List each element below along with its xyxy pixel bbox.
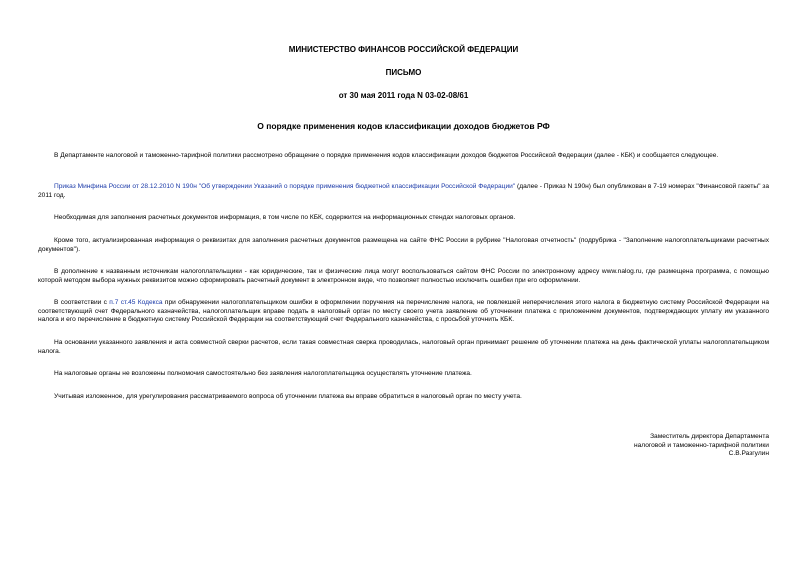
paragraph-2 [38,183,769,200]
document-date-number: от 30 мая 2011 года N 03-02-08/61 [338,91,469,100]
paragraph-1: В Департаменте налоговой и таможенно-тарифной политики рассмотрено обращение о порядке применения кодов классификации доходов бюджетов Российской Федерации (далее - КБК) и сообщается следующее. [54,152,719,159]
ministry-heading: МИНИСТЕРСТВО ФИНАНСОВ РОССИЙСКОЙ ФЕДЕРАЦИИ [288,45,519,54]
signature-name: С.В.Разгулин [728,450,769,458]
paragraph-5: В дополнение к названным источникам налогоплательщики - как юридические, так и физические лица могут воспользоваться сайтом ФНС России по электронному адресу www.nalog.ru, где размещена программа, с помощью которой методом выбора нужных реквизитов можно сформировать расчетный документ в электронном виде, что позволяет полностью исключить ошибки при его оформлении. [38,268,769,284]
paragraph-6-lead: В соответствии с [54,299,110,306]
document-title: О порядке применения кодов классификации доходов бюджетов РФ [257,121,550,131]
signature-block [509,433,769,459]
signature-position-line2: налоговой и таможенно-тарифной политики [633,441,769,449]
signature-position-line1: Заместитель директора Департамента [650,433,769,440]
tax-code-article-link[interactable]: п.7 ст.45 Кодекса [109,299,163,306]
paragraph-8: На налоговые органы не возложены полномочия самостоятельно без заявления налогоплательщика осуществлять уточнение платежа. [54,370,472,377]
document-type: ПИСЬМО [385,68,422,77]
order-190n-link[interactable]: Приказ Минфина России от 28.12.2010 N 190н "Об утверждении Указаний о порядке применения бюджетной классификации Российской Федерации" [54,183,516,190]
paragraph-3: Необходимая для заполнения расчетных документов информация, в том числе по КБК, содержится на информационных стендах налоговых органов. [54,214,516,221]
paragraph-9: Учитывая изложенное, для урегулирования рассматриваемого вопроса об уточнении платежа вы вправе обратиться в налоговый орган по месту учета. [54,393,522,400]
paragraph-6-text: при обнаружении налогоплательщиком ошибки в оформлении поручения на перечисление налога, не повлекшей неперечисления этого налога в бюджетную систему Российской Федерации на соответствующий счет Федерального казначейства, налогоплательщик вправе подать в налоговый орган по месту своего учета заявление об уточнении платежа с приложением документов, подтверждающих уплату им указанного налога и его перечисление в бюджетную систему Российской Федерации на соответствующий счет Федерального казначейства, с просьбой уточнить КБК. [38,299,770,324]
paragraph-7: На основании указанного заявления и акта совместной сверки расчетов, если такая совместная сверка проводилась, налоговый орган принимает решение об уточнении платежа на день фактической уплаты налогоплательщиком налога. [38,339,769,355]
paragraph-6 [38,299,769,325]
paragraph-2-text: (далее - Приказ N 190н) был опубликован в 7-19 номерах "Финансовой газеты" за 2011 год. [38,183,769,199]
paragraph-4: Кроме того, актуализированная информация о реквизитах для заполнения расчетных документов размещена на сайте ФНС России в рубрике "Налоговая отчетность" (подрубрика - "Заполнение налогоплательщиками расчетных документов"). [38,237,769,253]
